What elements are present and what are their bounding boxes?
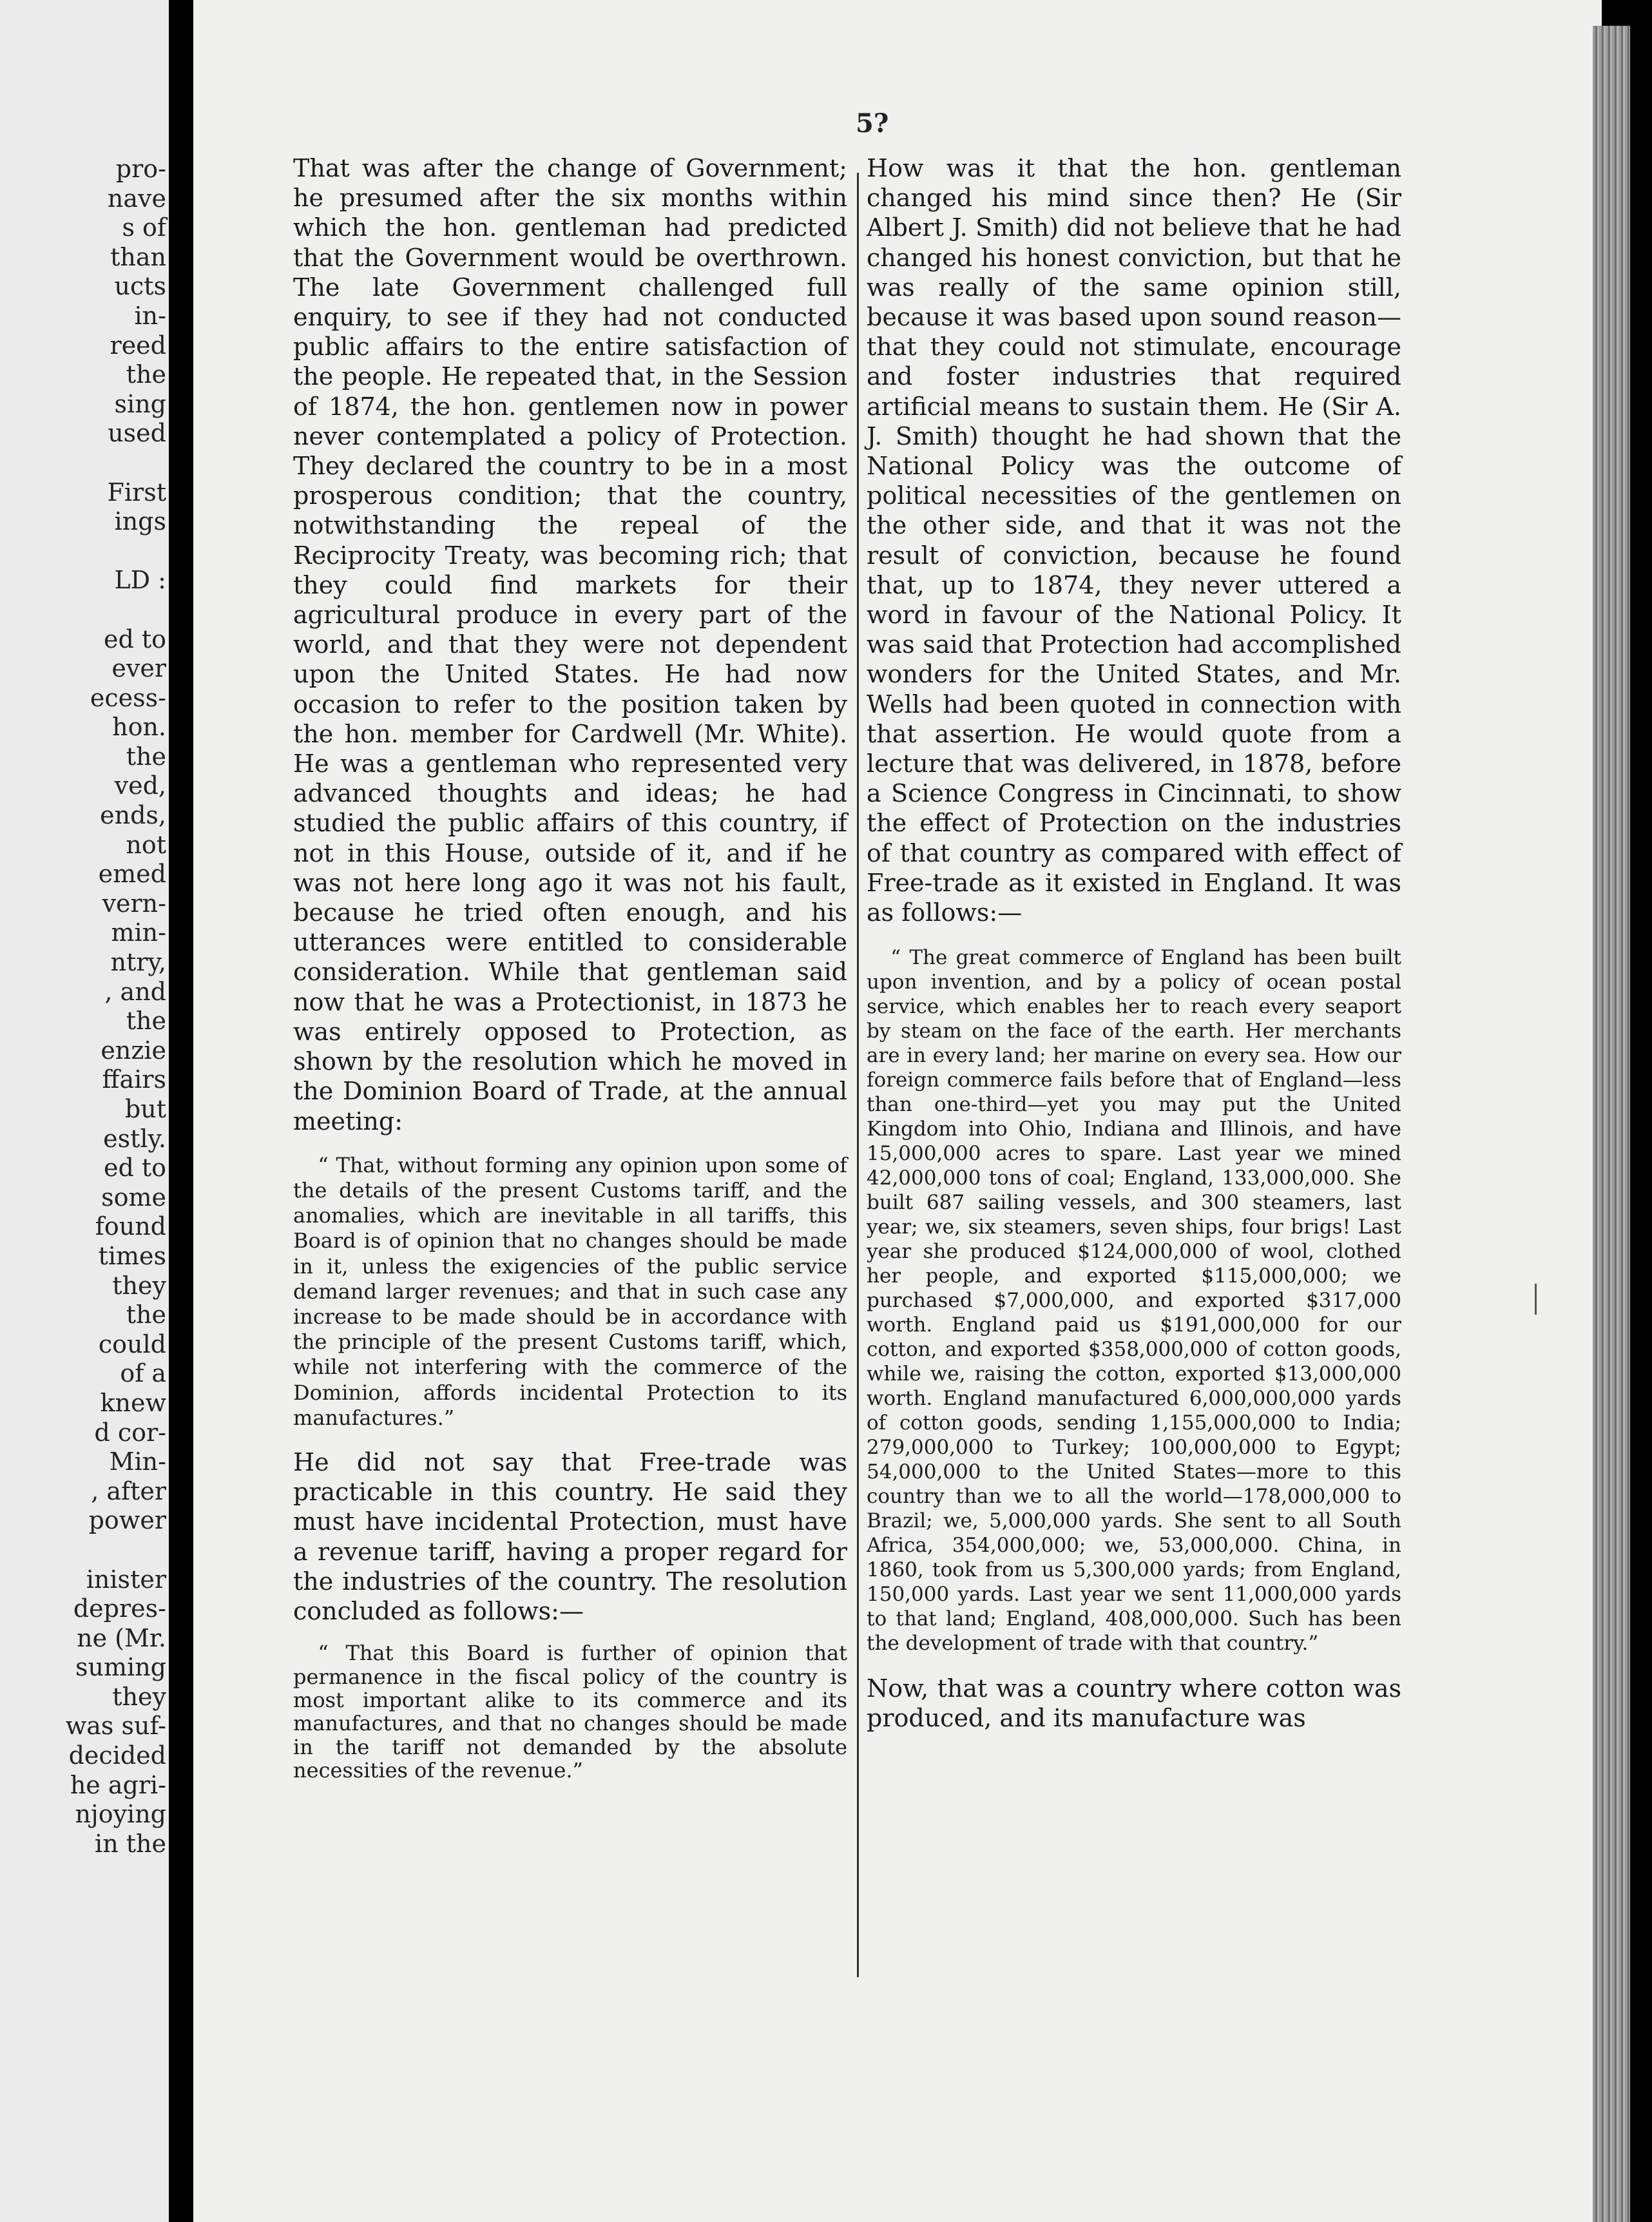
facing-page-line: could (98, 1329, 166, 1358)
left-column (293, 153, 847, 1782)
facing-page-line: min- (111, 918, 166, 947)
facing-page-line: they (112, 1682, 166, 1711)
facing-page-line: ed to (103, 1154, 166, 1183)
column-divider (857, 173, 859, 1977)
facing-page-line: used (108, 419, 166, 448)
facing-page-line: ved, (114, 771, 166, 800)
facing-page-line: he agri- (70, 1770, 166, 1799)
facing-page-line: estly. (103, 1124, 166, 1153)
facing-page-line: hon. (112, 713, 166, 742)
facing-page-line: was suf- (65, 1712, 166, 1741)
facing-page-line: inister (86, 1565, 166, 1594)
facing-page-line: in the (95, 1829, 166, 1858)
facing-page-line: but (124, 1095, 166, 1123)
facing-page-line: they (112, 1271, 166, 1300)
facing-page-line: LD : (114, 566, 166, 595)
facing-page-line: d cor- (94, 1418, 166, 1447)
facing-page-line: not (126, 830, 166, 859)
facing-page-line: some (101, 1183, 166, 1212)
facing-page-line: depres- (73, 1594, 166, 1623)
facing-page-line: of a (120, 1359, 166, 1388)
facing-page-line: ed to (103, 624, 166, 653)
right-quote: “ The great commerce of England has been built upon invention, and by a policy of ocean postal service, which enables her to reach every seaport by steam on the face of the earth. Her merchants are in every land; her marine on every sea. How our foreign commerce fails before that of England—less than one-third—yet you may put the United Kingdom into Ohio, Indiana and Illinois, and have 15,000,000 acres to spare. Last year we mined 42,000,000 tons of coal; England, 133,000,000. She built 687 sailing vessels, and 300 steamers, last year; we, six steamers, seven ships, four brigs! Last year she produced $124,000,000 of wool, clothed her people, and exported $115,000,000; we purchased $7,000,000, and exported $317,000 worth. England paid us $191,000,000 for our cotton, and exported $358,000,000 of cotton goods, while we, raising the cotton, exported $13,000,000 worth. England manufactured 6,000,000,000 yards of cotton goods, sending 1,155,000,000 to India; 279,000,000 to Turkey; 100,000,000 to Egypt; 54,000,000 to the United States—more to this country than we to all the world—178,000,000 to Brazil; we, 5,000,000 yards. She sent to all South Africa, 354,000,000; we, 53,000,000. China, in 1860, took from us 5,300,000 yards; from England, 150,000 yards. Last year we sent 11,000,000 yards to that land; England, 408,000,000. Such has been the development of trade with that country.” (867, 946, 1401, 1656)
facing-page-line: ne (Mr. (77, 1623, 166, 1652)
page-number: 5? (856, 108, 889, 139)
facing-page-line: suming (75, 1653, 166, 1682)
facing-page-line: power (88, 1506, 166, 1535)
facing-page-line: times (98, 1241, 166, 1270)
page-edge-stack (1593, 26, 1630, 2222)
facing-page-line: , after (91, 1476, 166, 1505)
facing-page-line: pro- (115, 155, 166, 183)
facing-page-line: enzie (101, 1036, 166, 1065)
facing-page-line: decided (68, 1741, 166, 1770)
facing-page-line: reed (110, 331, 166, 360)
facing-page-line (66, 595, 166, 625)
facing-page-line (66, 449, 166, 478)
left-paragraph-1: That was after the change of Government; he presumed after the six months within which the hon. gentleman had predicted that the Government would be overthrown. The late Government challenged full enquiry, to see if they had not conducted public affairs to the entire satisfaction of the people. He repeated that, in the Session of 1874, the hon. gentlemen now in power never contemplated a policy of Protection. They declared the country to be in a most prosperous condition; that the country, notwithstanding the repeal of the Reciprocity Treaty, was becoming rich; that they could find markets for their agricultural produce in every part of the world, and that they were not dependent upon the United States. He had now occasion to refer to the position taken by the hon. member for Cardwell (Mr. White). He was a gentleman who represented very advanced thoughts and ideas; he had studied the public affairs of this country, if not in this House, outside of it, and if he was not here long ago it was not his fault, because he tried often enough, and his utterances were entitled to considerable consideration. While that gentleman said now that he was a Protectionist, in 1873 he was entirely opposed to Protection, as shown by the resolution which he moved in the Dominion Board of Trade, at the annual meeting: (293, 154, 847, 1135)
right-paragraph-2: Now, that was a country where cotton was produced, and its manufacture was (867, 1674, 1401, 1733)
facing-page-line: than (110, 242, 166, 271)
facing-page-line: found (95, 1212, 166, 1241)
left-paragraph-2: He did not say that Free-trade was practicable in this country. He said they must have incidental Protection, must have a revenue tariff, having a proper regard for the industries of the country. The resolution concluded as follows:— (293, 1447, 847, 1625)
facing-page-line: sing (114, 389, 166, 418)
facing-page-line (66, 1536, 166, 1565)
facing-page-line: njoying (75, 1800, 166, 1829)
facing-page-text (66, 155, 166, 1859)
facing-page-line: s of (122, 213, 166, 242)
facing-page-line: First (107, 478, 166, 507)
facing-page-line: nave (107, 184, 166, 213)
facing-page-line: the (126, 1007, 166, 1036)
facing-page-line: ings (114, 507, 166, 536)
facing-page-line: the (126, 742, 166, 771)
left-quote-2: “ That this Board is further of opinion that permanence in the fiscal policy of the country is most important alike to its commerce and its manufactures, and that no changes should be made in the tariff not demanded by the absolute necessities of the revenue.” (293, 1641, 847, 1783)
margin-mark (1535, 1284, 1537, 1315)
facing-page-line: in- (134, 301, 166, 330)
facing-page-line: ntry, (110, 948, 166, 977)
facing-page-line: ucts (114, 272, 166, 301)
facing-page-line: knew (100, 1388, 166, 1417)
facing-page-line: the (126, 360, 166, 389)
right-column (867, 153, 1401, 1734)
facing-page-line: vern- (102, 889, 166, 918)
facing-page-line (66, 537, 166, 566)
facing-page-line: ecess- (90, 683, 166, 712)
right-paragraph-1: How was it that the hon. gentleman changed his mind since then? He (Sir Albert J. Smith) did not believe that he had changed his honest conviction, but that he was really of the same opinion still, because it was based upon sound reason—that they could not stimulate, encourage and foster industries that required artificial means to sustain them. He (Sir A. J. Smith) thought he had shown that the National Policy was the outcome of political necessities of the gentlemen on the other side, and that it was not the result of conviction, because he found that, up to 1874, they never uttered a word in favour of the National Policy. It was said that Protection had accomplished wonders for the United States, and Mr. Wells had been quoted in connection with that assertion. He would quote from a lecture that was delivered, in 1878, before a Science Congress in Cincinnati, to show the effect of Protection on the industries of that country as compared with effect of Free-trade as it existed in England. It was as follows:— (867, 154, 1401, 927)
facing-page-line: , and (104, 977, 166, 1006)
left-quote-1: “ That, without forming any opinion upon some of the details of the present Customs tariff, and the anomalies, which are inevitable in all tariffs, this Board is of opinion that no changes should be made in it, unless the exigencies of the public service demand larger revenues; and that in such case any increase to be made should be in accordance with the principle of the present Customs tariff, which, while not interfering with the commerce of the Dominion, affords incidental Protection to its manufactures.” (293, 1152, 847, 1430)
facing-page-line: ends, (100, 801, 166, 830)
facing-page-line: emed (98, 860, 166, 889)
facing-page-line: ever (111, 654, 166, 683)
facing-page-fragment (0, 0, 169, 2222)
facing-page-line: Min- (109, 1447, 166, 1476)
facing-page-line: the (126, 1300, 166, 1329)
facing-page-line: ffairs (102, 1065, 166, 1094)
